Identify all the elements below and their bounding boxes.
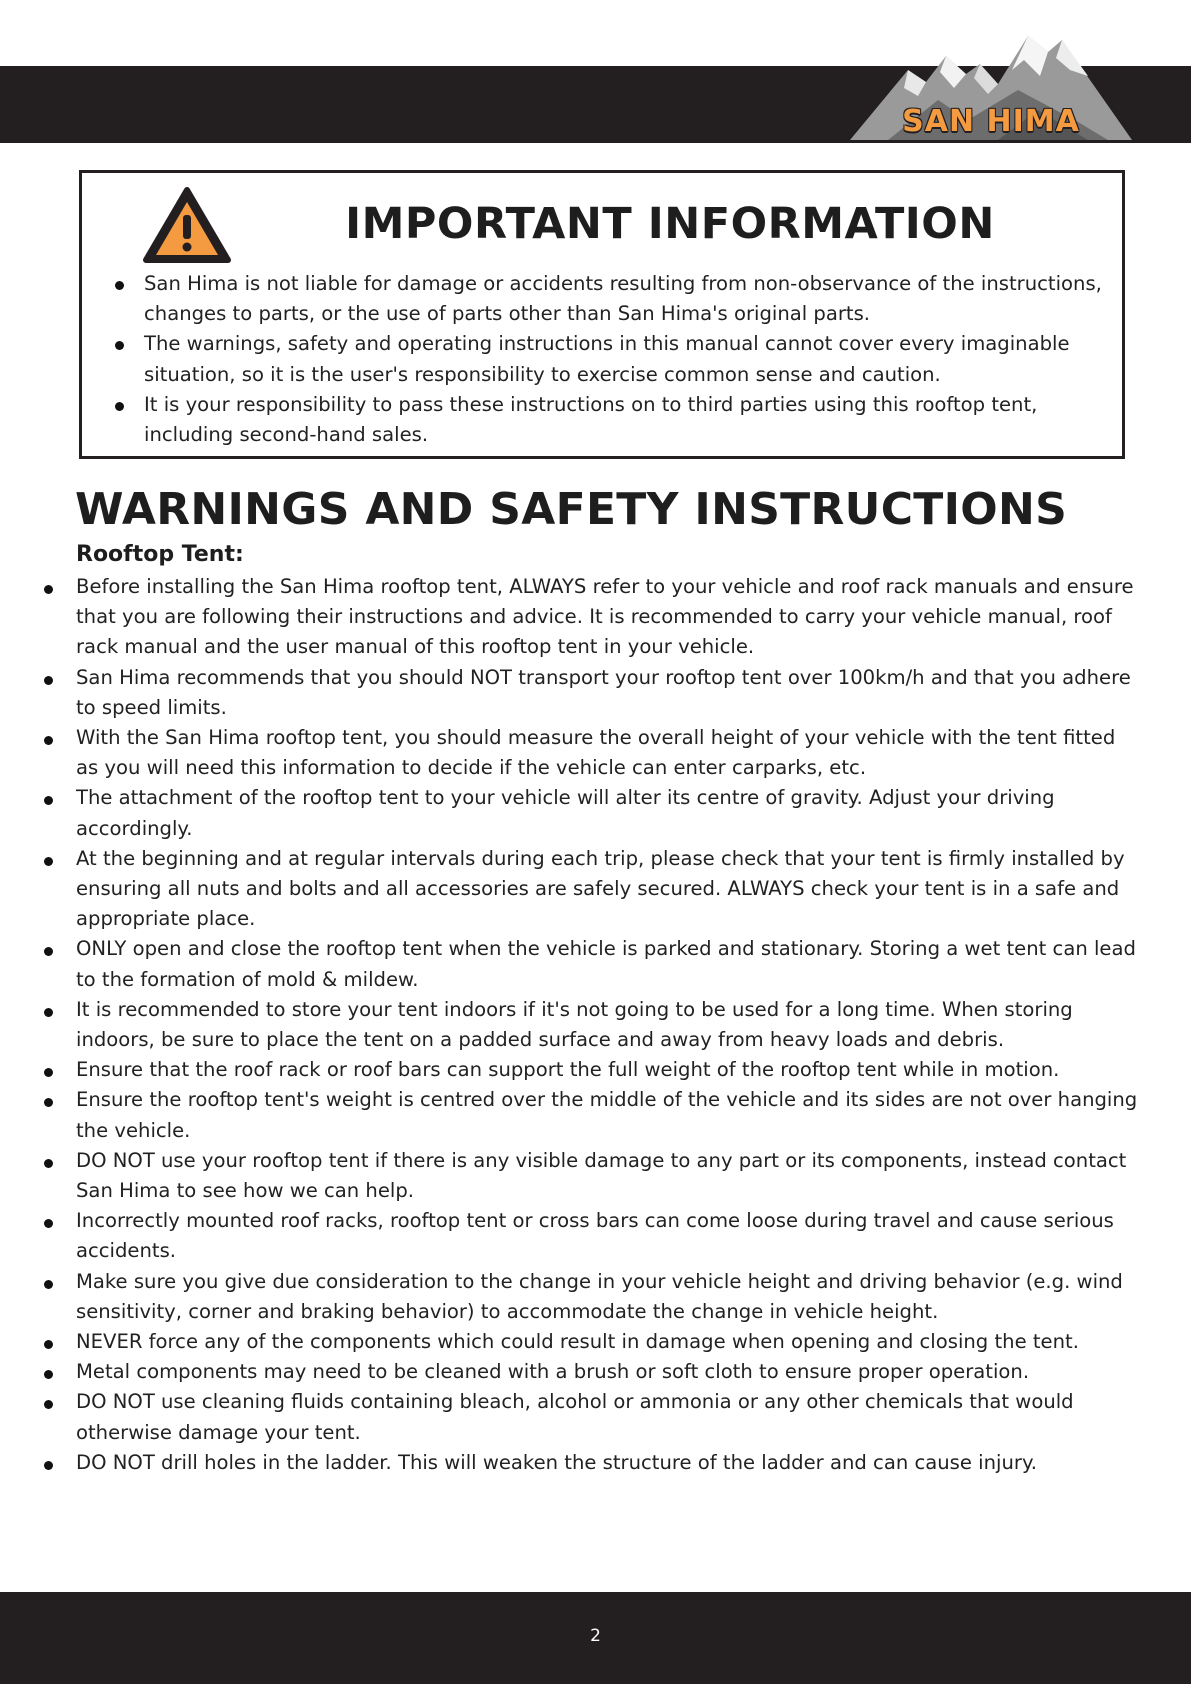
list-item: Ensure the rooftop tent's weight is centred over the middle of the vehicle and its sides are not over hanging the vehicle. [42,1085,1142,1145]
logo-text: SAN HIMA [902,104,1080,139]
list-item: NEVER force any of the components which could result in damage when opening and closing the tent. [42,1327,1142,1357]
list-item: Incorrectly mounted roof racks, rooftop tent or cross bars can come loose during travel and cause serious accidents. [42,1206,1142,1266]
san-hima-logo [848,30,1134,142]
list-item: The attachment of the rooftop tent to your vehicle will alter its centre of gravity. Adjust your driving accordingly. [42,783,1142,843]
warnings-list [42,572,1142,1478]
list-item: San Hima recommends that you should NOT transport your rooftop tent over 100km/h and that you adhere to speed limits. [42,663,1142,723]
page-number: 2 [590,1626,601,1646]
list-item: Make sure you give due consideration to the change in your vehicle height and driving behavior (e.g. wind sensitivity, corner and braking behavior) to accommodate the change in vehicle height. [42,1267,1142,1327]
important-information-box [79,170,1125,459]
list-item: It is your responsibility to pass these instructions on to third parties using this rooftop tent, including second-hand sales. [112,390,1112,450]
warnings-title: WARNINGS AND SAFETY INSTRUCTIONS [75,484,1068,535]
rooftop-tent-subheading: Rooftop Tent: [76,542,244,567]
list-item: DO NOT use your rooftop tent if there is any visible damage to any part or its components, instead contact San Hima to see how we can help. [42,1146,1142,1206]
list-item: San Hima is not liable for damage or accidents resulting from non-observance of the instructions, changes to parts, or the use of parts other than San Hima's original parts. [112,269,1112,329]
list-item: Before installing the San Hima rooftop tent, ALWAYS refer to your vehicle and roof rack manuals and ensure that you are following their instructions and advice. It is recommended to carry your vehicle manual, roof rack manual and the user manual of this rooftop tent in your vehicle. [42,572,1142,663]
list-item: At the beginning and at regular intervals during each trip, please check that your tent is firmly installed by ensuring all nuts and bolts and all accessories are safely secured. ALWAYS check your tent is in a safe and appropriate place. [42,844,1142,935]
list-item: With the San Hima rooftop tent, you should measure the overall height of your vehicle with the tent fitted as you will need this information to decide if the vehicle can enter carparks, etc. [42,723,1142,783]
list-item: Ensure that the roof rack or roof bars can support the full weight of the rooftop tent while in motion. [42,1055,1142,1085]
list-item: The warnings, safety and operating instructions in this manual cannot cover every imaginable situation, so it is the user's responsibility to exercise common sense and caution. [112,329,1112,389]
important-information-title: IMPORTANT INFORMATION [345,199,995,249]
important-information-list [112,269,1112,450]
list-item: ONLY open and close the rooftop tent when the vehicle is parked and stationary. Storing a wet tent can lead to the formation of mold & mildew. [42,934,1142,994]
list-item: DO NOT use cleaning fluids containing bleach, alcohol or ammonia or any other chemicals that would otherwise damage your tent. [42,1387,1142,1447]
list-item: DO NOT drill holes in the ladder. This will weaken the structure of the ladder and can cause injury. [42,1448,1142,1478]
list-item: Metal components may need to be cleaned with a brush or soft cloth to ensure proper operation. [42,1357,1142,1387]
list-item: It is recommended to store your tent indoors if it's not going to be used for a long time. When storing indoors, be sure to place the tent on a padded surface and away from heavy loads and debris. [42,995,1142,1055]
